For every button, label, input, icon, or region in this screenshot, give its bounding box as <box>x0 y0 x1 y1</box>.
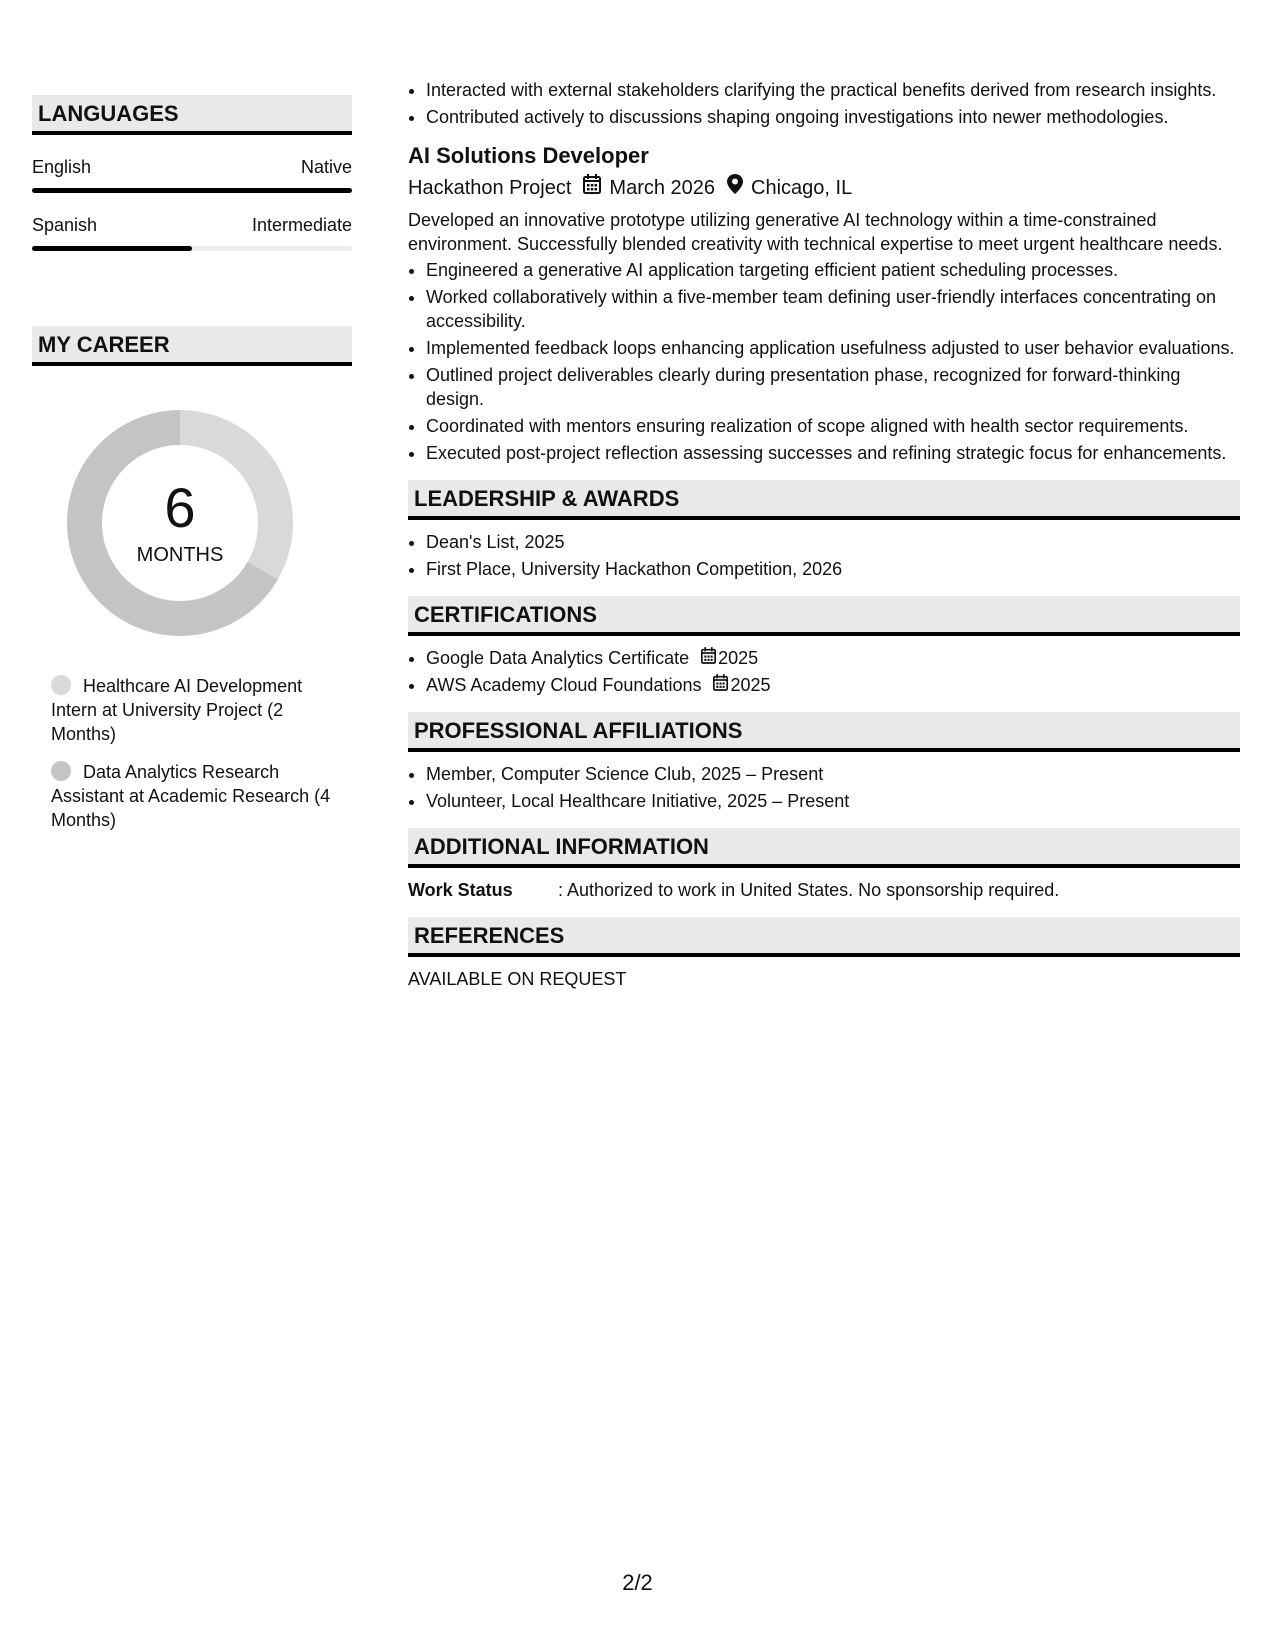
calendar-icon <box>713 673 728 697</box>
language-proficiency-bar <box>32 188 352 193</box>
certification-year: 2025 <box>718 648 759 668</box>
list-item: • Outlined project deliverables clearly during presentation phase, recognized for forward-thinking design. <box>426 363 1240 411</box>
career-legend-label: Data Analytics Research Assistant at Academic Research (4 Months) <box>51 762 331 830</box>
job-org: Hackathon Project <box>408 177 572 199</box>
additional-info-heading: ADDITIONAL INFORMATION <box>408 828 1240 868</box>
awards-heading: LEADERSHIP & AWARDS <box>408 480 1240 520</box>
career-legend <box>51 674 331 832</box>
job-title: AI Solutions Developer <box>408 143 649 168</box>
list-item: • Worked collaboratively within a five-member team defining user-friendly interfaces concentrating on accessibility. <box>426 285 1240 333</box>
references-heading: REFERENCES <box>408 917 1240 957</box>
list-item: • Dean's List, 2025 <box>426 530 1240 554</box>
list-item: • Member, Computer Science Club, 2025 – Present <box>426 762 1240 786</box>
language-name: English <box>32 157 92 177</box>
language-item <box>32 215 352 251</box>
awards-list <box>408 530 1240 581</box>
work-status-label: Work Status <box>408 880 513 900</box>
page-number: 2/2 <box>622 1570 653 1595</box>
career-legend-item <box>51 674 331 746</box>
career-donut-chart <box>65 408 295 638</box>
career-legend-item <box>51 760 331 832</box>
work-status-value: : Authorized to work in United States. No sponsorship required. <box>558 880 1060 900</box>
legend-dot-icon <box>51 675 71 695</box>
list-item: • Volunteer, Local Healthcare Initiative, 2025 – Present <box>426 789 1240 813</box>
languages-heading: LANGUAGES <box>32 95 352 135</box>
affiliations-list <box>408 762 1240 813</box>
affiliations-heading: PROFESSIONAL AFFILIATIONS <box>408 712 1240 752</box>
location-pin-icon <box>727 174 743 202</box>
certification-name: Google Data Analytics Certificate <box>426 648 690 668</box>
list-item: • First Place, University Hackathon Competition, 2026 <box>426 557 1240 581</box>
calendar-icon <box>701 646 716 670</box>
language-proficiency-fill <box>32 246 192 251</box>
list-item: • Engineered a generative AI application targeting efficient patient scheduling processes. <box>426 258 1240 282</box>
job-date: March 2026 <box>609 177 716 199</box>
calendar-icon <box>583 174 601 202</box>
certifications-list <box>408 646 1240 697</box>
language-name: Spanish <box>32 215 98 235</box>
right-column <box>408 78 1240 991</box>
list-item: • Interacted with external stakeholders clarifying the practical benefits derived from research insights. <box>426 78 1240 102</box>
language-level: Intermediate <box>251 215 352 235</box>
language-proficiency-fill <box>32 188 352 193</box>
job-location: Chicago, IL <box>751 177 853 199</box>
certifications-heading: CERTIFICATIONS <box>408 596 1240 636</box>
references-text: AVAILABLE ON REQUEST <box>408 969 627 989</box>
list-item: • Coordinated with mentors ensuring realization of scope aligned with health sector requirements. <box>426 414 1240 438</box>
list-item: • Contributed actively to discussions shaping ongoing investigations into newer methodologies. <box>426 105 1240 129</box>
legend-dot-icon <box>51 761 71 781</box>
language-proficiency-bar <box>32 246 352 251</box>
work-status-row <box>408 878 1240 902</box>
certification-name: AWS Academy Cloud Foundations <box>426 675 702 695</box>
list-item: • Implemented feedback loops enhancing application usefulness adjusted to user behavior evaluations. <box>426 336 1240 360</box>
left-column <box>32 95 352 846</box>
previous-job-bullets <box>408 78 1240 129</box>
career-total-value: 6 <box>164 476 196 539</box>
list-item: • Executed post-project reflection assessing successes and refining strategic focus for enhancements. <box>426 441 1240 465</box>
job-description: Developed an innovative prototype utilizing generative AI technology within a time-constrained environment. Successfully blended creativity with technical expertise to meet urgent healthcare needs. <box>408 210 1223 254</box>
list-item <box>426 646 1240 670</box>
language-level: Native <box>300 157 352 177</box>
career-heading: MY CAREER <box>32 326 352 366</box>
job-bullets <box>408 258 1240 465</box>
list-item <box>426 673 1240 697</box>
career-legend-label: Healthcare AI Development Intern at University Project (2 Months) <box>51 676 303 744</box>
job-meta <box>408 174 1240 202</box>
certification-year: 2025 <box>730 675 771 695</box>
language-item <box>32 157 352 193</box>
career-total-unit: MONTHS <box>136 544 224 566</box>
